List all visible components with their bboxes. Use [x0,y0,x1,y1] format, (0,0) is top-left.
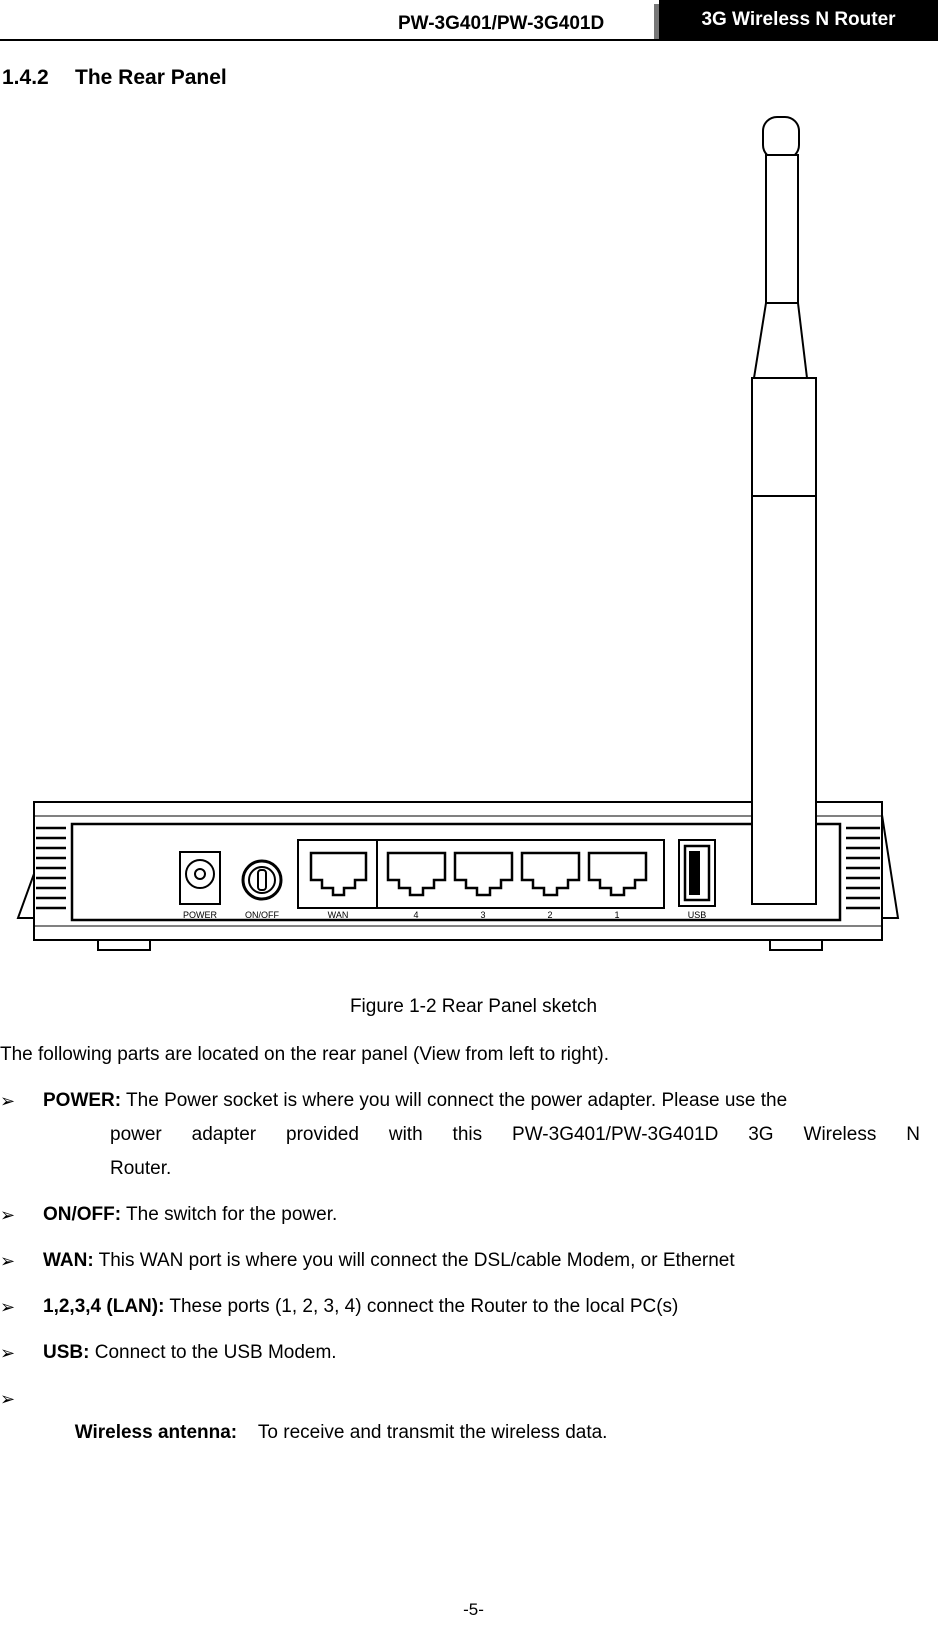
page-header [0,0,947,44]
label-lan-3: 3 [480,910,486,920]
list-item [0,1084,920,1186]
bullet-arrow-icon: ➢ [0,1389,16,1409]
label-lan-1: 1 [614,910,620,920]
intro-paragraph: The following parts are located on the rear panel (View from left to right). [0,1044,610,1065]
item-text-continued: Router. [110,1158,172,1179]
usb-port-icon [679,840,715,906]
item-term: USB: [43,1342,90,1363]
page-number: -5- [463,1600,484,1619]
label-lan-4: 4 [413,910,419,920]
label-lan-2: 2 [547,910,553,920]
bullet-arrow-icon: ➢ [0,1205,16,1225]
item-text: This WAN port is where you will connect the DSL/cable Modem, or Ethernet [93,1250,735,1271]
section-number: 1.4.2 [2,66,49,89]
power-socket-icon [180,852,220,904]
rear-panel-sketch [0,100,947,1005]
list-item [0,1198,920,1232]
list-item [0,1244,920,1278]
list-item [0,1382,920,1484]
item-text: To receive and transmit the wireless data. [237,1422,608,1443]
rear-panel-parts-list [0,1084,920,1484]
bullet-arrow-icon: ➢ [0,1091,16,1111]
section-title: The Rear Panel [75,66,227,89]
item-term: 1,2,3,4 (LAN): [43,1296,165,1317]
bullet-arrow-icon: ➢ [0,1343,16,1363]
section-heading [2,66,227,90]
item-term: Wireless antenna: [74,1422,238,1443]
label-wan: WAN [327,910,349,920]
item-text-continued: power adapter provided with this PW-3G401/PW-3G401D 3G Wireless N [110,1124,920,1145]
bullet-arrow-icon: ➢ [0,1251,16,1271]
antenna-icon [752,117,816,904]
label-onoff: ON/OFF [245,910,279,920]
item-text: The Power socket is where you will connect the power adapter. Please use the [121,1090,788,1111]
item-text: Connect to the USB Modem. [89,1342,337,1363]
item-term: POWER: [43,1090,122,1111]
figure-caption: Figure 1-2 Rear Panel sketch [349,996,598,1017]
list-item [0,1336,920,1370]
item-text: These ports (1, 2, 3, 4) connect the Router to the local PC(s) [164,1296,679,1317]
bullet-arrow-icon: ➢ [0,1297,16,1317]
label-usb: USB [687,910,707,920]
header-model-name: PW-3G401/PW-3G401D [398,13,605,34]
item-term: WAN: [43,1250,94,1271]
rear-panel-figure [0,100,947,1005]
header-rule [0,39,938,41]
item-text: The switch for the power. [121,1204,338,1225]
list-item [0,1290,920,1324]
label-power: POWER [182,910,218,920]
header-product-tab: 3G Wireless N Router [659,0,938,40]
item-term: ON/OFF: [43,1204,122,1225]
